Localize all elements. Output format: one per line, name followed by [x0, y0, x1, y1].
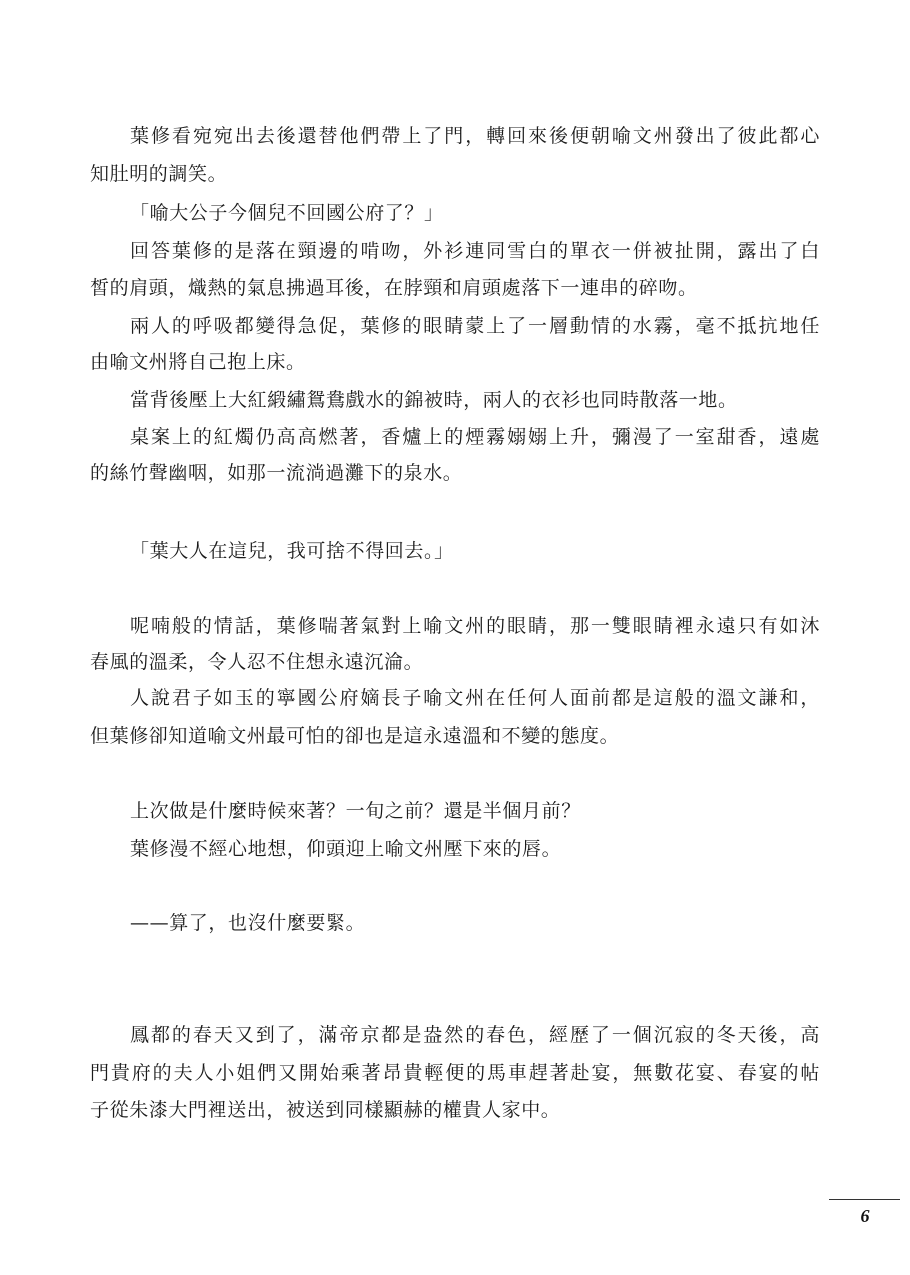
body-line: 葉修看宛宛出去後還替他們帶上了門，轉回來後便朝喻文州發出了彼此都心 [130, 125, 820, 147]
body-line: 由喻文州將自己抱上床。 [90, 351, 306, 373]
body-line: 上次做是什麼時候來著？一旬之前？還是半個月前？ [130, 800, 581, 822]
body-line: 的絲竹聲幽咽，如那一流淌過灘下的泉水。 [90, 462, 463, 484]
body-line: 皙的肩頭，熾熱的氣息拂過耳後，在脖頸和肩頭處落下一連串的碎吻。 [90, 277, 698, 299]
footer-rule [829, 1199, 900, 1200]
body-line: 鳳都的春天又到了，滿帝京都是盎然的春色，經歷了一個沉寂的冬天後，高 [130, 1024, 820, 1046]
scene-break-line: ——算了，也沒什麼要緊。 [130, 912, 366, 934]
dialogue-line: 「葉大人在這兒，我可捨不得回去。」 [130, 540, 454, 562]
page-number: 6 [860, 1206, 870, 1226]
body-line: 回答葉修的是落在頸邊的啃吻，外衫連同雪白的單衣一併被扯開，露出了白 [130, 240, 820, 262]
body-line: 桌案上的紅燭仍高高燃著，香爐上的煙霧嫋嫋上升，彌漫了一室甜香，遠處 [130, 426, 820, 448]
body-line: 門貴府的夫人小姐們又開始乘著昂貴輕便的馬車趕著赴宴，無數花宴、春宴的帖 [90, 1062, 820, 1084]
body-line: 兩人的呼吸都變得急促，葉修的眼睛蒙上了一層動情的水霧，毫不抵抗地任 [130, 315, 820, 337]
body-line: 呢喃般的情話，葉修喘著氣對上喻文州的眼睛，那一雙眼睛裡永遠只有如沐 [130, 615, 820, 637]
body-line: 知肚明的調笑。 [90, 163, 228, 185]
body-line: 但葉修卻知道喻文州最可怕的卻也是這永遠溫和不變的態度。 [90, 725, 620, 747]
body-line: 人說君子如玉的寧國公府嫡長子喻文州在任何人面前都是這般的溫文謙和， [130, 687, 820, 709]
body-line: 春風的溫柔，令人忍不住想永遠沉淪。 [90, 651, 424, 673]
body-line: 子從朱漆大門裡送出，被送到同樣顯赫的權貴人家中。 [90, 1099, 561, 1121]
dialogue-line: 「喻大公子今個兒不回國公府了？」 [130, 202, 444, 224]
body-line: 葉修漫不經心地想，仰頭迎上喻文州壓下來的唇。 [130, 838, 562, 860]
body-line: 當背後壓上大紅緞繡鴛鴦戲水的錦被時，兩人的衣衫也同時散落一地。 [130, 389, 738, 411]
